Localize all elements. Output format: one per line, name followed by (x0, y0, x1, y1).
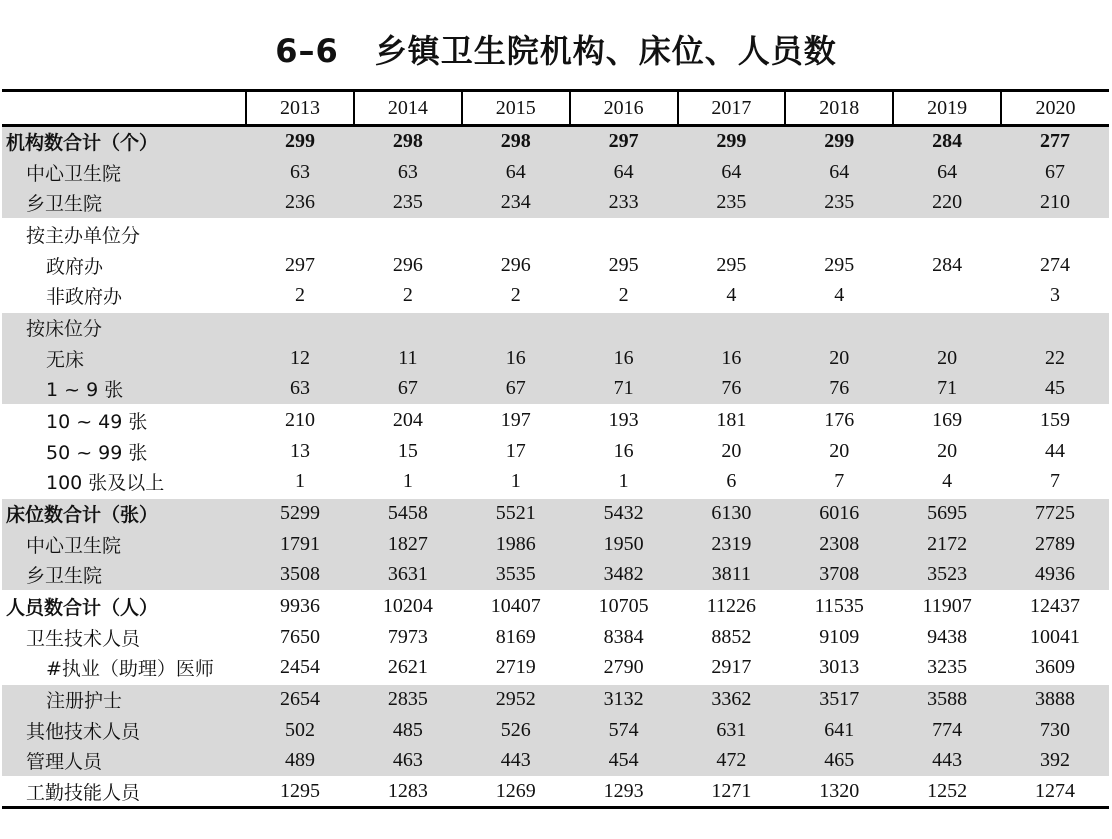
value-cell: 12437 (1001, 591, 1109, 622)
value-cell: 64 (678, 157, 786, 188)
value-cell (893, 219, 1001, 250)
value-cell: 4 (834, 284, 845, 306)
value-cell: 10407 (462, 591, 570, 622)
value-cell: 15 (397, 439, 418, 462)
value-cell: 63 (246, 157, 354, 188)
value-cell: 1827 (354, 529, 462, 560)
value-cell (1001, 219, 1109, 250)
value-cell: 2917 (711, 656, 752, 678)
value-cell: 284 (932, 253, 963, 276)
value-cell: 295 (608, 253, 639, 276)
table-row (2, 529, 1109, 560)
value-cell: 443 (893, 746, 1001, 777)
row-label: 中心卫生院 (2, 529, 246, 560)
value-cell: 22 (1001, 343, 1109, 374)
value-cell: 2719 (495, 656, 536, 678)
value-cell: 574 (570, 715, 678, 746)
value-cell: 3888 (1001, 684, 1109, 715)
value-cell: 220 (893, 188, 1001, 219)
value-cell: 2454 (280, 656, 321, 678)
value-cell: 17 (505, 439, 526, 462)
value-cell: 169 (893, 405, 1001, 436)
value-cell: 1271 (678, 777, 786, 808)
value-cell: 63 (246, 374, 354, 405)
row-label: 10 ~ 49 张 (2, 405, 246, 436)
row-label: 1 ~ 9 张 (2, 374, 246, 405)
value-cell: 235 (678, 188, 786, 219)
row-label: 管理人员 (2, 746, 246, 777)
table-number: 6–6 (275, 32, 339, 70)
value-cell: 6016 (785, 498, 893, 529)
value-cell: 2319 (678, 529, 786, 560)
table-row (2, 343, 1109, 374)
row-label: 其他技术人员 (2, 715, 246, 746)
value-cell: 235 (354, 188, 462, 219)
value-cell: 454 (570, 746, 678, 777)
table-row (2, 405, 1109, 436)
header-label-cell (2, 91, 246, 126)
value-cell: 16 (570, 343, 678, 374)
value-cell: 64 (785, 157, 893, 188)
year-header: 2020 (1001, 91, 1109, 126)
value-cell: 296 (392, 253, 423, 276)
value-cell: 236 (246, 188, 354, 219)
value-cell: 774 (893, 715, 1001, 746)
value-cell: 67 (354, 374, 462, 405)
row-label: 注册护士 (2, 684, 246, 715)
table-row (2, 250, 1109, 281)
value-cell: 20 (829, 439, 850, 462)
value-cell: 5458 (354, 498, 462, 529)
value-cell: 5695 (893, 498, 1001, 529)
table-row (2, 467, 1109, 498)
value-cell: 71 (893, 374, 1001, 405)
value-cell: 210 (246, 405, 354, 436)
value-cell: 295 (824, 253, 855, 276)
value-cell: 298 (354, 126, 462, 157)
value-cell: 3132 (570, 684, 678, 715)
value-cell: 8169 (495, 625, 536, 648)
value-cell: 2790 (603, 656, 644, 678)
row-label: 中心卫生院 (2, 157, 246, 188)
year-header: 2014 (354, 91, 462, 126)
row-label: #执业（助理）医师 (46, 658, 214, 680)
header-row (2, 91, 1109, 126)
value-cell: 7725 (1001, 498, 1109, 529)
value-cell: 641 (785, 715, 893, 746)
table-row (2, 374, 1109, 405)
value-cell: 20 (785, 343, 893, 374)
value-cell: 1 (618, 470, 629, 492)
value-cell: 2 (510, 284, 521, 306)
table-row (2, 684, 1109, 715)
value-cell: 1 (295, 470, 306, 492)
year-header: 2017 (678, 91, 786, 126)
value-cell: 2172 (893, 529, 1001, 560)
row-label: 卫生技术人员 (26, 627, 141, 650)
value-cell: 2654 (246, 684, 354, 715)
value-cell: 1791 (246, 529, 354, 560)
year-header: 2013 (246, 91, 354, 126)
value-cell: 1986 (462, 529, 570, 560)
value-cell: 11226 (678, 591, 786, 622)
value-cell: 67 (1001, 157, 1109, 188)
table-body (2, 126, 1109, 808)
table-row (2, 560, 1109, 591)
value-cell: 204 (354, 405, 462, 436)
value-cell: 3235 (927, 656, 968, 678)
value-cell (785, 312, 893, 343)
page-title (0, 26, 1112, 72)
value-cell: 1269 (462, 777, 570, 808)
value-cell: 9109 (819, 625, 860, 648)
value-cell (462, 219, 570, 250)
value-cell (354, 219, 462, 250)
value-cell: 210 (1001, 188, 1109, 219)
row-label: 政府办 (46, 255, 104, 278)
value-cell (678, 312, 786, 343)
value-cell: 485 (354, 715, 462, 746)
value-cell: 3588 (893, 684, 1001, 715)
table-row (2, 746, 1109, 777)
statistics-table (2, 89, 1109, 809)
value-cell: 3535 (462, 560, 570, 591)
value-cell: 1 (402, 470, 413, 492)
value-cell: 2 (295, 284, 306, 306)
row-label: 无床 (2, 343, 246, 374)
table-row (2, 591, 1109, 622)
value-cell: 297 (570, 126, 678, 157)
value-cell: 296 (500, 253, 531, 276)
value-cell: 274 (1040, 253, 1071, 276)
value-cell: 1283 (354, 777, 462, 808)
value-cell: 3708 (785, 560, 893, 591)
row-label: 人员数合计（人） (2, 591, 246, 622)
value-cell: 3508 (246, 560, 354, 591)
value-cell: 297 (285, 253, 316, 276)
value-cell: 7 (834, 470, 845, 492)
value-cell: 16 (613, 439, 634, 462)
value-cell: 233 (570, 188, 678, 219)
value-cell: 234 (462, 188, 570, 219)
value-cell: 2835 (354, 684, 462, 715)
row-label: 乡卫生院 (2, 188, 246, 219)
table-row (2, 188, 1109, 219)
value-cell: 64 (462, 157, 570, 188)
table-row (2, 126, 1109, 157)
value-cell: 2952 (462, 684, 570, 715)
table-row (2, 436, 1109, 467)
value-cell: 3 (1050, 284, 1061, 306)
value-cell: 64 (893, 157, 1001, 188)
value-cell: 443 (462, 746, 570, 777)
value-cell (893, 281, 1001, 312)
value-cell: 7973 (387, 625, 428, 648)
value-cell: 299 (246, 126, 354, 157)
value-cell: 7 (1050, 470, 1061, 492)
value-cell: 9936 (246, 591, 354, 622)
value-cell: 8852 (711, 625, 752, 648)
value-cell: 10041 (1030, 625, 1081, 648)
row-label: 非政府办 (46, 286, 123, 308)
value-cell: 6 (726, 470, 737, 492)
year-header: 2015 (462, 91, 570, 126)
value-cell: 1252 (893, 777, 1001, 808)
row-label: 100 张及以上 (46, 472, 165, 494)
value-cell: 472 (678, 746, 786, 777)
value-cell: 299 (785, 126, 893, 157)
value-cell (354, 312, 462, 343)
value-cell: 11907 (893, 591, 1001, 622)
value-cell: 20 (893, 343, 1001, 374)
value-cell: 502 (246, 715, 354, 746)
value-cell: 2 (402, 284, 413, 306)
value-cell: 5432 (570, 498, 678, 529)
table-row (2, 498, 1109, 529)
value-cell: 235 (785, 188, 893, 219)
value-cell: 465 (785, 746, 893, 777)
row-label: 工勤技能人员 (2, 777, 246, 808)
value-cell: 176 (785, 405, 893, 436)
table-title: 乡镇卫生院机构、床位、人员数 (374, 32, 837, 70)
value-cell: 197 (462, 405, 570, 436)
value-cell: 3013 (819, 656, 860, 678)
value-cell: 2621 (387, 656, 428, 678)
value-cell: 45 (1001, 374, 1109, 405)
value-cell: 1 (510, 470, 521, 492)
value-cell (678, 219, 786, 250)
value-cell: 392 (1001, 746, 1109, 777)
value-cell: 3609 (1035, 656, 1076, 678)
table-row (2, 777, 1109, 808)
value-cell: 10705 (570, 591, 678, 622)
value-cell: 64 (570, 157, 678, 188)
value-cell: 16 (462, 343, 570, 374)
value-cell: 6130 (678, 498, 786, 529)
value-cell: 631 (678, 715, 786, 746)
value-cell: 76 (785, 374, 893, 405)
value-cell: 3811 (678, 560, 786, 591)
value-cell (893, 312, 1001, 343)
value-cell: 4 (726, 284, 737, 306)
value-cell (570, 219, 678, 250)
value-cell: 159 (1001, 405, 1109, 436)
value-cell: 3482 (570, 560, 678, 591)
value-cell: 1293 (570, 777, 678, 808)
value-cell: 71 (570, 374, 678, 405)
value-cell (462, 312, 570, 343)
value-cell: 5521 (462, 498, 570, 529)
value-cell: 10204 (354, 591, 462, 622)
value-cell: 16 (678, 343, 786, 374)
row-label: 乡卫生院 (2, 560, 246, 591)
value-cell (246, 219, 354, 250)
row-label: 床位数合计（张） (2, 498, 246, 529)
value-cell: 11 (354, 343, 462, 374)
table-row (2, 715, 1109, 746)
row-label: 按主办单位分 (2, 219, 246, 250)
value-cell: 298 (462, 126, 570, 157)
value-cell: 463 (354, 746, 462, 777)
value-cell: 489 (246, 746, 354, 777)
value-cell: 3523 (893, 560, 1001, 591)
value-cell: 11535 (785, 591, 893, 622)
value-cell: 1274 (1001, 777, 1109, 808)
value-cell: 8384 (603, 625, 644, 648)
value-cell: 730 (1001, 715, 1109, 746)
value-cell: 20 (937, 439, 958, 462)
value-cell (785, 219, 893, 250)
value-cell: 20 (721, 439, 742, 462)
value-cell: 193 (570, 405, 678, 436)
value-cell: 4 (942, 470, 953, 492)
value-cell: 1950 (570, 529, 678, 560)
value-cell: 3362 (678, 684, 786, 715)
value-cell: 1295 (246, 777, 354, 808)
value-cell: 44 (1045, 439, 1066, 462)
value-cell (246, 312, 354, 343)
year-header: 2019 (893, 91, 1001, 126)
value-cell (1001, 312, 1109, 343)
year-header: 2016 (570, 91, 678, 126)
table-row (2, 312, 1109, 343)
value-cell: 299 (678, 126, 786, 157)
table-row (2, 653, 1109, 684)
value-cell: 3517 (785, 684, 893, 715)
value-cell: 284 (893, 126, 1001, 157)
row-label: 按床位分 (2, 312, 246, 343)
table-row (2, 157, 1109, 188)
value-cell: 4936 (1001, 560, 1109, 591)
value-cell: 12 (246, 343, 354, 374)
value-cell: 7650 (280, 625, 321, 648)
row-label: 50 ~ 99 张 (46, 441, 148, 464)
value-cell: 181 (678, 405, 786, 436)
value-cell: 5299 (246, 498, 354, 529)
value-cell: 2308 (785, 529, 893, 560)
value-cell: 76 (678, 374, 786, 405)
table-row (2, 622, 1109, 653)
value-cell (570, 312, 678, 343)
value-cell: 2789 (1001, 529, 1109, 560)
value-cell: 277 (1001, 126, 1109, 157)
year-header: 2018 (785, 91, 893, 126)
value-cell: 9438 (927, 625, 968, 648)
table-row (2, 281, 1109, 312)
value-cell: 2 (618, 284, 629, 306)
value-cell: 63 (354, 157, 462, 188)
row-label: 机构数合计（个） (2, 126, 246, 157)
value-cell: 3631 (354, 560, 462, 591)
value-cell: 1320 (785, 777, 893, 808)
value-cell: 67 (462, 374, 570, 405)
table-row (2, 219, 1109, 250)
value-cell: 295 (716, 253, 747, 276)
value-cell: 526 (462, 715, 570, 746)
value-cell: 13 (290, 439, 311, 462)
